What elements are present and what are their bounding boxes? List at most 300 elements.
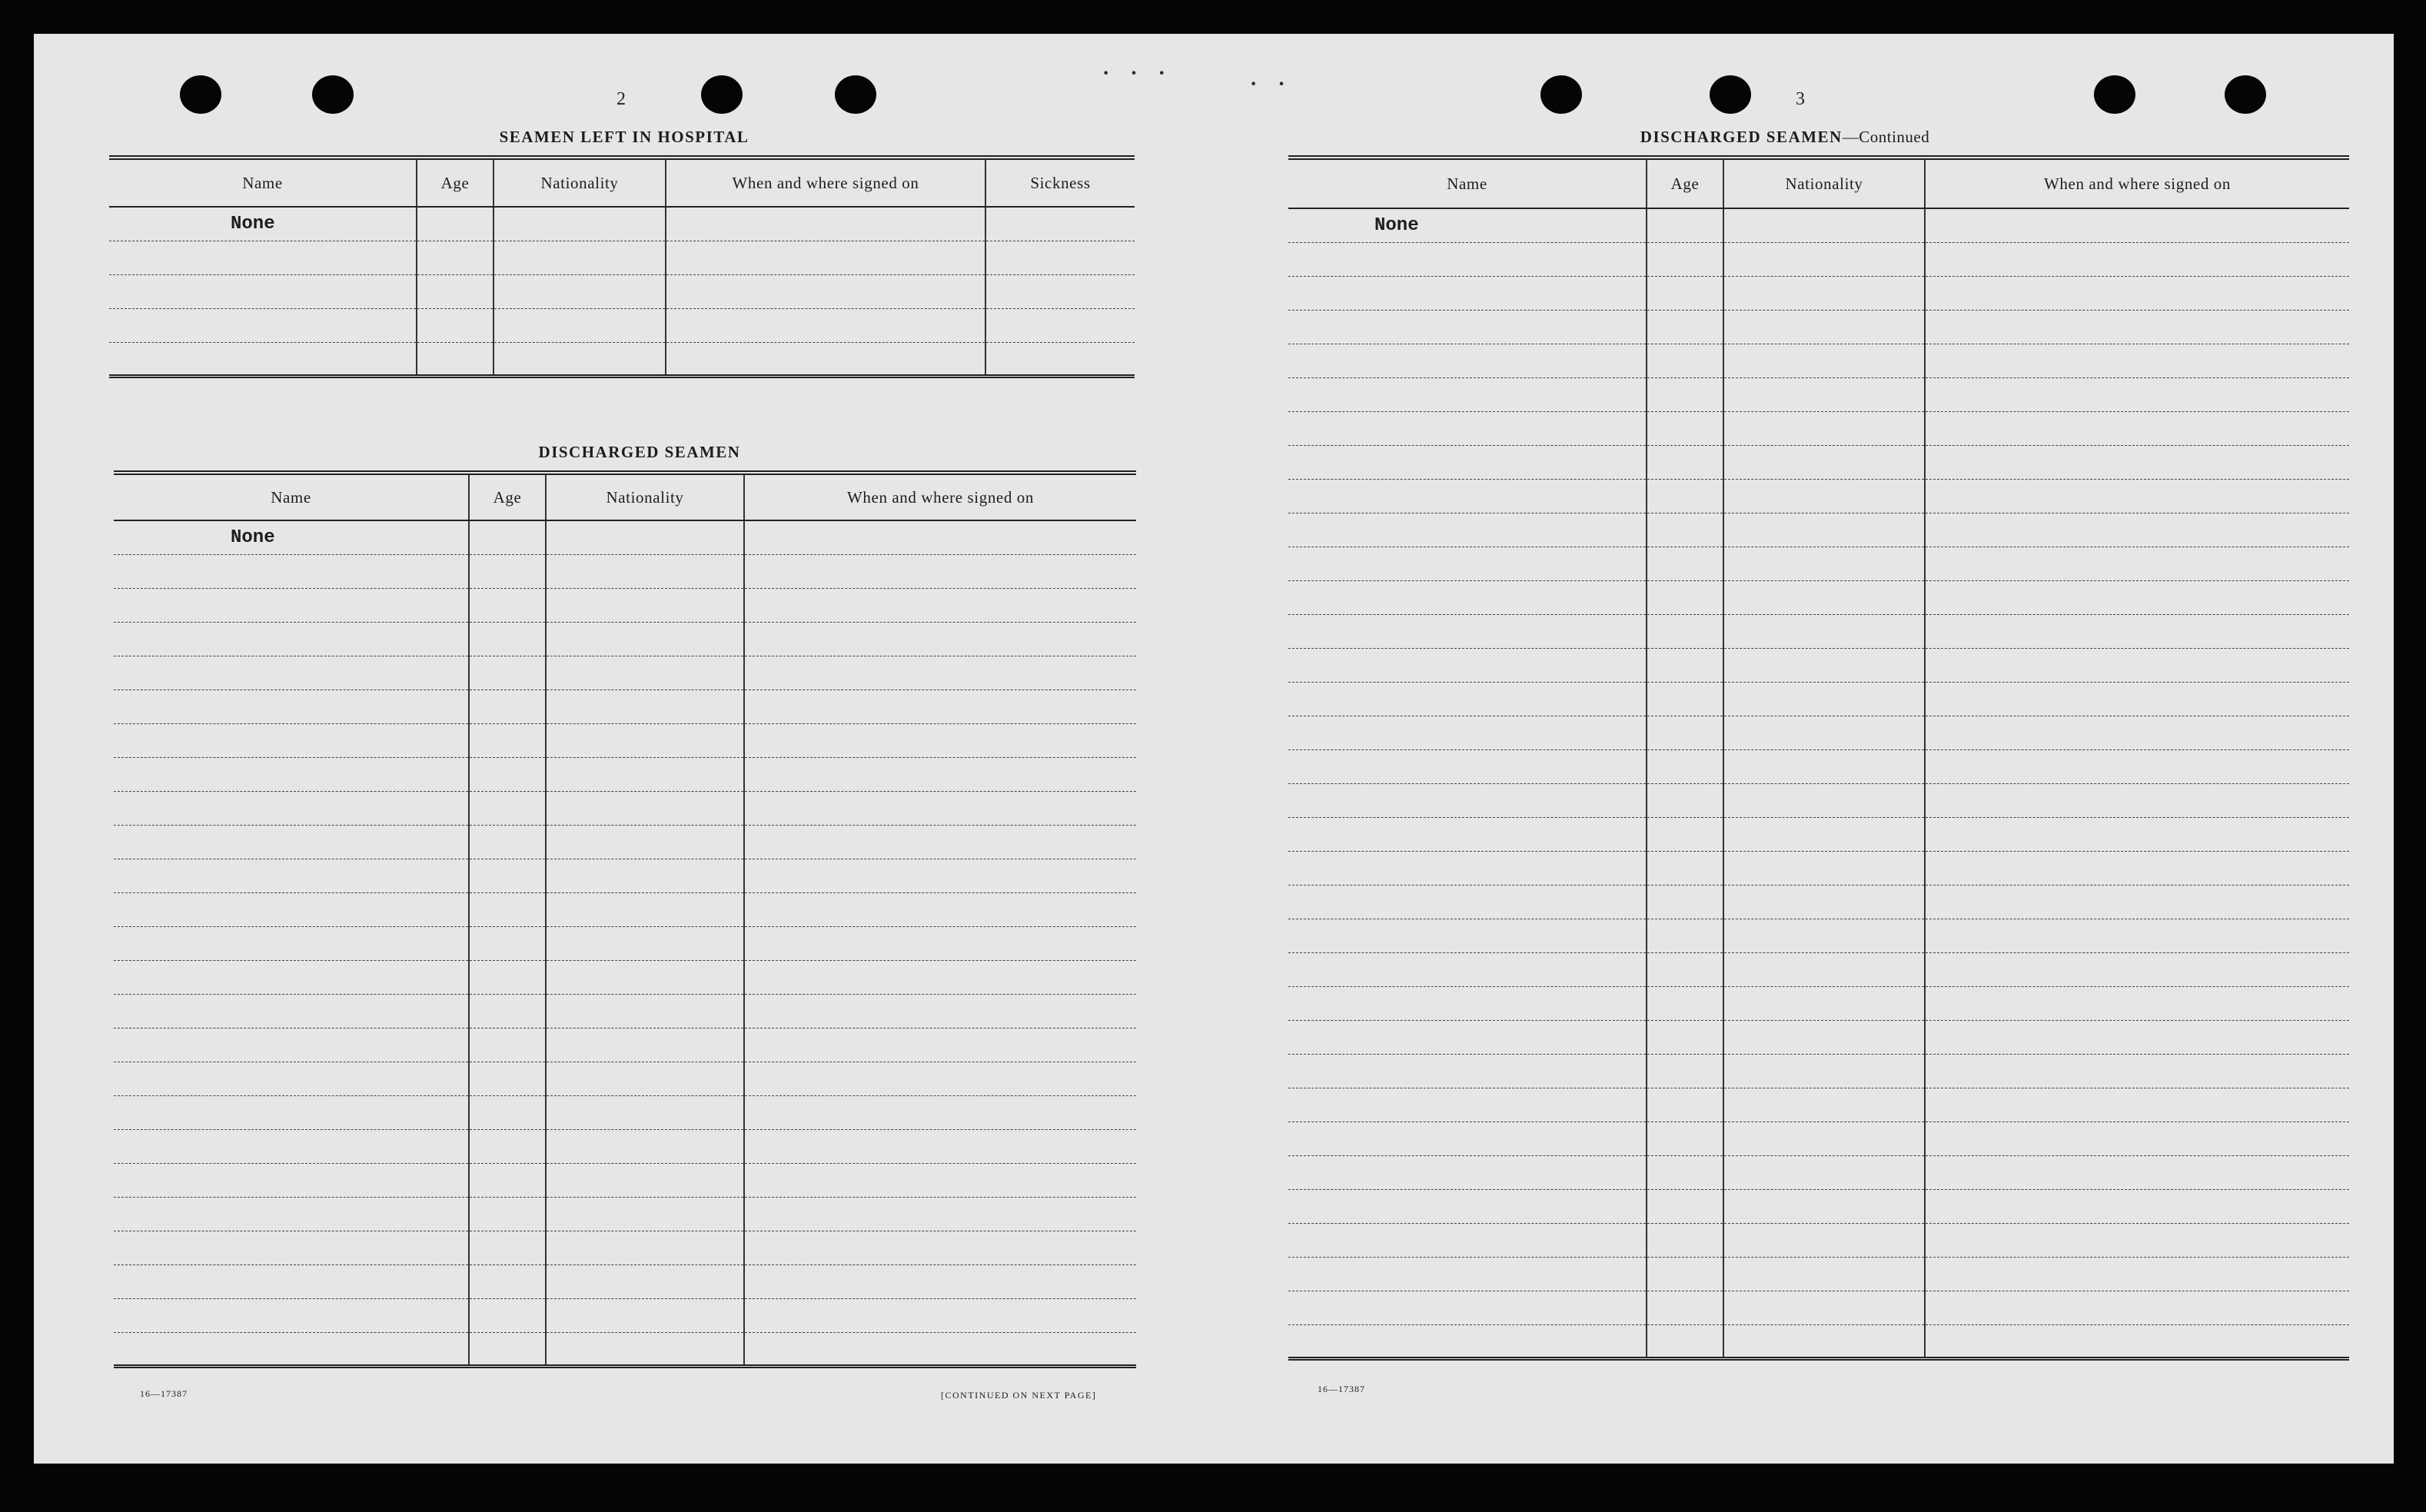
table-cell — [666, 207, 985, 241]
table-cell — [469, 757, 546, 791]
table-row — [1288, 614, 2349, 648]
section-title-hospital: SEAMEN LEFT IN HOSPITAL — [499, 128, 749, 146]
table-cell — [1925, 1223, 2349, 1257]
table-row — [114, 757, 1136, 791]
table-row — [1288, 242, 2349, 276]
table-cell — [1723, 716, 1925, 749]
table-cell — [1647, 377, 1723, 411]
table-row — [1288, 1257, 2349, 1291]
table-cell — [1723, 749, 1925, 783]
table-row — [1288, 716, 2349, 749]
table-cell — [114, 554, 469, 588]
typed-entry — [109, 207, 417, 241]
table-cell — [1647, 1054, 1723, 1088]
table-cell — [1288, 1155, 1647, 1189]
table-cell — [1925, 919, 2349, 952]
table-cell — [1723, 242, 1925, 276]
table-cell — [1647, 1189, 1723, 1223]
table-cell — [546, 994, 744, 1028]
table-row — [114, 859, 1136, 892]
table-cell — [114, 1028, 469, 1062]
table-row — [1288, 749, 2349, 783]
table-cell — [1925, 479, 2349, 513]
table-cell — [744, 926, 1136, 960]
table-cell — [546, 1298, 744, 1332]
table-row — [114, 588, 1136, 622]
table-cell — [114, 1231, 469, 1264]
typed-entry — [114, 520, 469, 554]
table-cell — [1925, 276, 2349, 310]
table-cell — [744, 892, 1136, 926]
table-cell — [1925, 547, 2349, 580]
table-cell — [1723, 479, 1925, 513]
table-cell — [1288, 749, 1647, 783]
table-cell — [1723, 986, 1925, 1020]
table-cell — [114, 1197, 469, 1231]
table-cell — [1288, 1324, 1647, 1358]
table-cell — [744, 791, 1136, 825]
punch-hole — [1540, 75, 1582, 114]
table-cell — [1647, 479, 1723, 513]
table-cell — [744, 690, 1136, 723]
table-cell — [1288, 580, 1647, 614]
table-row — [109, 308, 1135, 342]
table-cell — [1647, 783, 1723, 817]
table-row — [114, 994, 1136, 1028]
table-cell — [1288, 1291, 1647, 1324]
table-row — [1288, 580, 2349, 614]
table-row — [114, 656, 1136, 690]
table-row — [1288, 445, 2349, 479]
column-header-signed-on: When and where signed on — [744, 473, 1136, 520]
table-row — [114, 1264, 1136, 1298]
table-cell — [744, 757, 1136, 791]
table-cell — [469, 1062, 546, 1095]
table-cell — [546, 520, 744, 554]
table-row — [1288, 547, 2349, 580]
table-cell — [1647, 208, 1723, 242]
table-cell — [546, 757, 744, 791]
table-row — [114, 1298, 1136, 1332]
table-cell — [469, 690, 546, 723]
table-row — [1288, 377, 2349, 411]
table-cell — [1723, 1054, 1925, 1088]
table-cell — [1647, 817, 1723, 851]
table-cell — [985, 207, 1135, 241]
table-cell — [1925, 1088, 2349, 1122]
column-header-sickness: Sickness — [985, 158, 1135, 207]
discharged-table-left — [114, 470, 1136, 1368]
column-header-signed-on: When and where signed on — [1925, 158, 2349, 208]
table-row — [114, 926, 1136, 960]
table-cell — [1647, 1257, 1723, 1291]
table-cell — [114, 656, 469, 690]
table-row — [1288, 783, 2349, 817]
table-cell — [1288, 242, 1647, 276]
table-row — [1288, 919, 2349, 952]
table-cell — [1723, 614, 1925, 648]
table-cell — [1288, 445, 1647, 479]
table-cell — [546, 1332, 744, 1366]
table-cell — [546, 554, 744, 588]
table-cell — [1288, 1122, 1647, 1155]
table-cell — [1647, 1020, 1723, 1054]
table-row — [114, 622, 1136, 656]
table-cell — [1288, 1054, 1647, 1088]
table-cell — [1925, 1155, 2349, 1189]
table-cell — [1647, 445, 1723, 479]
table-cell — [1288, 1189, 1647, 1223]
table-row — [1288, 1324, 2349, 1358]
table-cell — [1647, 749, 1723, 783]
table-cell — [1925, 208, 2349, 242]
bleed-through-mark: · · · — [1102, 61, 1174, 85]
table-cell — [1925, 716, 2349, 749]
table-cell — [1723, 411, 1925, 445]
table-cell — [1723, 1291, 1925, 1324]
table-cell — [1925, 242, 2349, 276]
hospital-table — [109, 155, 1135, 378]
table-cell — [744, 1028, 1136, 1062]
table-cell — [744, 554, 1136, 588]
table-row — [109, 342, 1135, 376]
table-cell — [1723, 580, 1925, 614]
table-row — [114, 825, 1136, 859]
table-cell — [744, 723, 1136, 757]
table-cell — [546, 1129, 744, 1163]
table-row — [1288, 817, 2349, 851]
page-number-right: 3 — [1796, 89, 1805, 109]
table-cell — [114, 1129, 469, 1163]
table-row — [114, 723, 1136, 757]
table-row — [1288, 885, 2349, 919]
table-cell — [744, 1332, 1136, 1366]
table-cell — [469, 1332, 546, 1366]
typed-entry — [1288, 208, 1647, 242]
table-cell — [1647, 411, 1723, 445]
table-row — [114, 1231, 1136, 1264]
table-cell — [546, 825, 744, 859]
table-row — [109, 241, 1135, 274]
discharged-table-right — [1288, 155, 2349, 1361]
title-suffix: —Continued — [1842, 128, 1930, 146]
table-cell — [744, 1197, 1136, 1231]
section-title-discharged-continued — [1640, 128, 1929, 147]
form-number-left: 16—17387 — [140, 1388, 188, 1399]
table-cell — [494, 207, 666, 241]
table-cell — [114, 859, 469, 892]
table-cell — [114, 1062, 469, 1095]
table-cell — [469, 892, 546, 926]
table-cell — [546, 1095, 744, 1129]
table-row — [1288, 851, 2349, 885]
table-row — [1288, 479, 2349, 513]
table-cell — [469, 1264, 546, 1298]
table-cell — [1925, 310, 2349, 344]
table-cell — [1288, 344, 1647, 377]
table-cell — [1288, 851, 1647, 885]
table-cell — [1925, 1189, 2349, 1223]
table-row — [1288, 1189, 2349, 1223]
table-cell — [1925, 411, 2349, 445]
table-row — [1288, 276, 2349, 310]
table-cell — [114, 588, 469, 622]
table-cell — [469, 588, 546, 622]
table-cell — [1925, 1020, 2349, 1054]
table-cell — [1925, 885, 2349, 919]
table-cell — [1925, 344, 2349, 377]
table-cell — [1288, 716, 1647, 749]
table-row — [114, 554, 1136, 588]
table-row — [114, 1197, 1136, 1231]
table-row — [1288, 344, 2349, 377]
table-cell — [469, 859, 546, 892]
table-cell — [114, 1264, 469, 1298]
column-header-nationality: Nationality — [546, 473, 744, 520]
table-row — [1288, 648, 2349, 682]
table-cell — [1288, 986, 1647, 1020]
table-cell — [417, 207, 494, 241]
table-cell — [1723, 783, 1925, 817]
table-cell — [1925, 1291, 2349, 1324]
table-row — [1288, 1054, 2349, 1088]
table-cell — [1288, 310, 1647, 344]
table-cell — [546, 622, 744, 656]
table-cell — [1647, 682, 1723, 716]
table-cell — [1723, 851, 1925, 885]
table-cell — [114, 1163, 469, 1197]
column-header-age: Age — [469, 473, 546, 520]
table-cell — [469, 622, 546, 656]
table-row — [1288, 1291, 2349, 1324]
table-row — [114, 1163, 1136, 1197]
table-cell — [1288, 547, 1647, 580]
table-cell — [744, 622, 1136, 656]
table-row — [114, 892, 1136, 926]
table-row — [1288, 1155, 2349, 1189]
table-cell — [1723, 1020, 1925, 1054]
table-row — [114, 1332, 1136, 1366]
table-cell — [744, 1095, 1136, 1129]
table-cell — [1925, 1054, 2349, 1088]
table-cell — [744, 825, 1136, 859]
table-row — [114, 690, 1136, 723]
table-cell — [114, 994, 469, 1028]
table-cell — [1288, 377, 1647, 411]
table-cell — [546, 656, 744, 690]
table-cell — [1925, 783, 2349, 817]
table-cell — [1723, 885, 1925, 919]
punch-hole — [312, 75, 354, 114]
table-cell — [546, 1028, 744, 1062]
table-cell — [744, 520, 1136, 554]
table-cell — [1288, 817, 1647, 851]
table-cell — [469, 960, 546, 994]
table-cell — [469, 723, 546, 757]
table-cell — [744, 1264, 1136, 1298]
section-title-discharged: DISCHARGED SEAMEN — [538, 443, 741, 461]
table-cell — [1647, 1223, 1723, 1257]
table-row — [1288, 952, 2349, 986]
table-cell — [1647, 919, 1723, 952]
table-cell — [114, 926, 469, 960]
column-header-name: Name — [1288, 158, 1647, 208]
table-cell — [114, 757, 469, 791]
punch-hole — [180, 75, 221, 114]
table-cell — [1647, 952, 1723, 986]
table-cell — [1723, 919, 1925, 952]
table-row — [1288, 682, 2349, 716]
table-cell — [469, 1129, 546, 1163]
table-cell — [1647, 547, 1723, 580]
table-row — [1288, 513, 2349, 547]
table-row — [114, 791, 1136, 825]
table-cell — [1925, 580, 2349, 614]
table-cell — [1723, 1088, 1925, 1122]
table-cell — [1723, 1189, 1925, 1223]
table-row — [1288, 1223, 2349, 1257]
discharged-entry-none: None — [231, 527, 275, 549]
table-cell — [1723, 1122, 1925, 1155]
table-cell — [114, 622, 469, 656]
table-cell — [469, 520, 546, 554]
table-cell — [1647, 1155, 1723, 1189]
table-row — [1288, 1088, 2349, 1122]
table-cell — [114, 1332, 469, 1366]
table-cell — [114, 723, 469, 757]
column-header-age: Age — [417, 158, 494, 207]
table-cell — [1925, 682, 2349, 716]
table-cell — [744, 1298, 1136, 1332]
table-cell — [1288, 1223, 1647, 1257]
table-cell — [1647, 986, 1723, 1020]
table-cell — [1647, 851, 1723, 885]
table-cell — [1647, 1122, 1723, 1155]
table-cell — [546, 1163, 744, 1197]
table-cell — [1288, 479, 1647, 513]
table-cell — [744, 1163, 1136, 1197]
table-cell — [1723, 276, 1925, 310]
bleed-through-mark: · · — [1250, 72, 1293, 96]
table-cell — [469, 926, 546, 960]
table-cell — [1723, 344, 1925, 377]
table-row — [114, 960, 1136, 994]
table-cell — [1288, 885, 1647, 919]
table-row — [1288, 986, 2349, 1020]
table-cell — [744, 994, 1136, 1028]
table-cell — [1723, 1223, 1925, 1257]
table-cell — [469, 825, 546, 859]
table-row — [109, 274, 1135, 308]
table-cell — [114, 1298, 469, 1332]
table-cell — [546, 723, 744, 757]
column-header-name: Name — [114, 473, 469, 520]
table-cell — [1647, 580, 1723, 614]
table-cell — [469, 1095, 546, 1129]
table-cell — [1723, 310, 1925, 344]
table-cell — [469, 791, 546, 825]
table-cell — [1288, 614, 1647, 648]
table-cell — [1647, 614, 1723, 648]
table-cell — [1647, 344, 1723, 377]
table-cell — [1723, 547, 1925, 580]
table-cell — [469, 1298, 546, 1332]
table-cell — [114, 1095, 469, 1129]
table-row — [114, 1028, 1136, 1062]
table-cell — [744, 960, 1136, 994]
table-row — [1288, 1122, 2349, 1155]
table-row — [1288, 310, 2349, 344]
table-cell — [1647, 1088, 1723, 1122]
table-cell — [114, 690, 469, 723]
table-cell — [1647, 648, 1723, 682]
table-cell — [546, 960, 744, 994]
table-cell — [1288, 1020, 1647, 1054]
table-cell — [1288, 648, 1647, 682]
table-cell — [546, 926, 744, 960]
table-cell — [1647, 276, 1723, 310]
table-cell — [1723, 1257, 1925, 1291]
table-cell — [469, 554, 546, 588]
table-cell — [546, 588, 744, 622]
table-cell — [1647, 885, 1723, 919]
table-cell — [469, 1028, 546, 1062]
table-cell — [1925, 377, 2349, 411]
table-cell — [114, 791, 469, 825]
discharged-continued-entry-none: None — [1374, 215, 1419, 237]
table-cell — [744, 588, 1136, 622]
table-cell — [1925, 648, 2349, 682]
table-cell — [1925, 749, 2349, 783]
table-cell — [1647, 1291, 1723, 1324]
table-cell — [1288, 919, 1647, 952]
table-cell — [114, 892, 469, 926]
table-cell — [1925, 445, 2349, 479]
table-cell — [1925, 986, 2349, 1020]
table-cell — [1288, 682, 1647, 716]
table-cell — [744, 859, 1136, 892]
table-cell — [546, 1197, 744, 1231]
table-row — [1288, 1020, 2349, 1054]
table-cell — [1723, 377, 1925, 411]
column-header-nationality: Nationality — [1723, 158, 1925, 208]
table-cell — [744, 1231, 1136, 1264]
table-cell — [469, 656, 546, 690]
table-cell — [546, 1231, 744, 1264]
table-cell — [1288, 1088, 1647, 1122]
table-cell — [546, 690, 744, 723]
table-cell — [1647, 513, 1723, 547]
table-cell — [469, 1197, 546, 1231]
table-cell — [1925, 513, 2349, 547]
column-header-signed-on: When and where signed on — [666, 158, 985, 207]
table-cell — [546, 1062, 744, 1095]
table-row — [114, 1129, 1136, 1163]
table-cell — [1925, 1257, 2349, 1291]
table-cell — [744, 656, 1136, 690]
table-cell — [1647, 716, 1723, 749]
table-cell — [1723, 1155, 1925, 1189]
table-cell — [1723, 513, 1925, 547]
table-cell — [469, 1231, 546, 1264]
punch-hole — [835, 75, 876, 114]
table-cell — [1723, 445, 1925, 479]
table-cell — [114, 825, 469, 859]
table-cell — [1647, 310, 1723, 344]
table-cell — [1925, 614, 2349, 648]
table-cell — [469, 1163, 546, 1197]
form-number-right: 16—17387 — [1318, 1384, 1365, 1394]
